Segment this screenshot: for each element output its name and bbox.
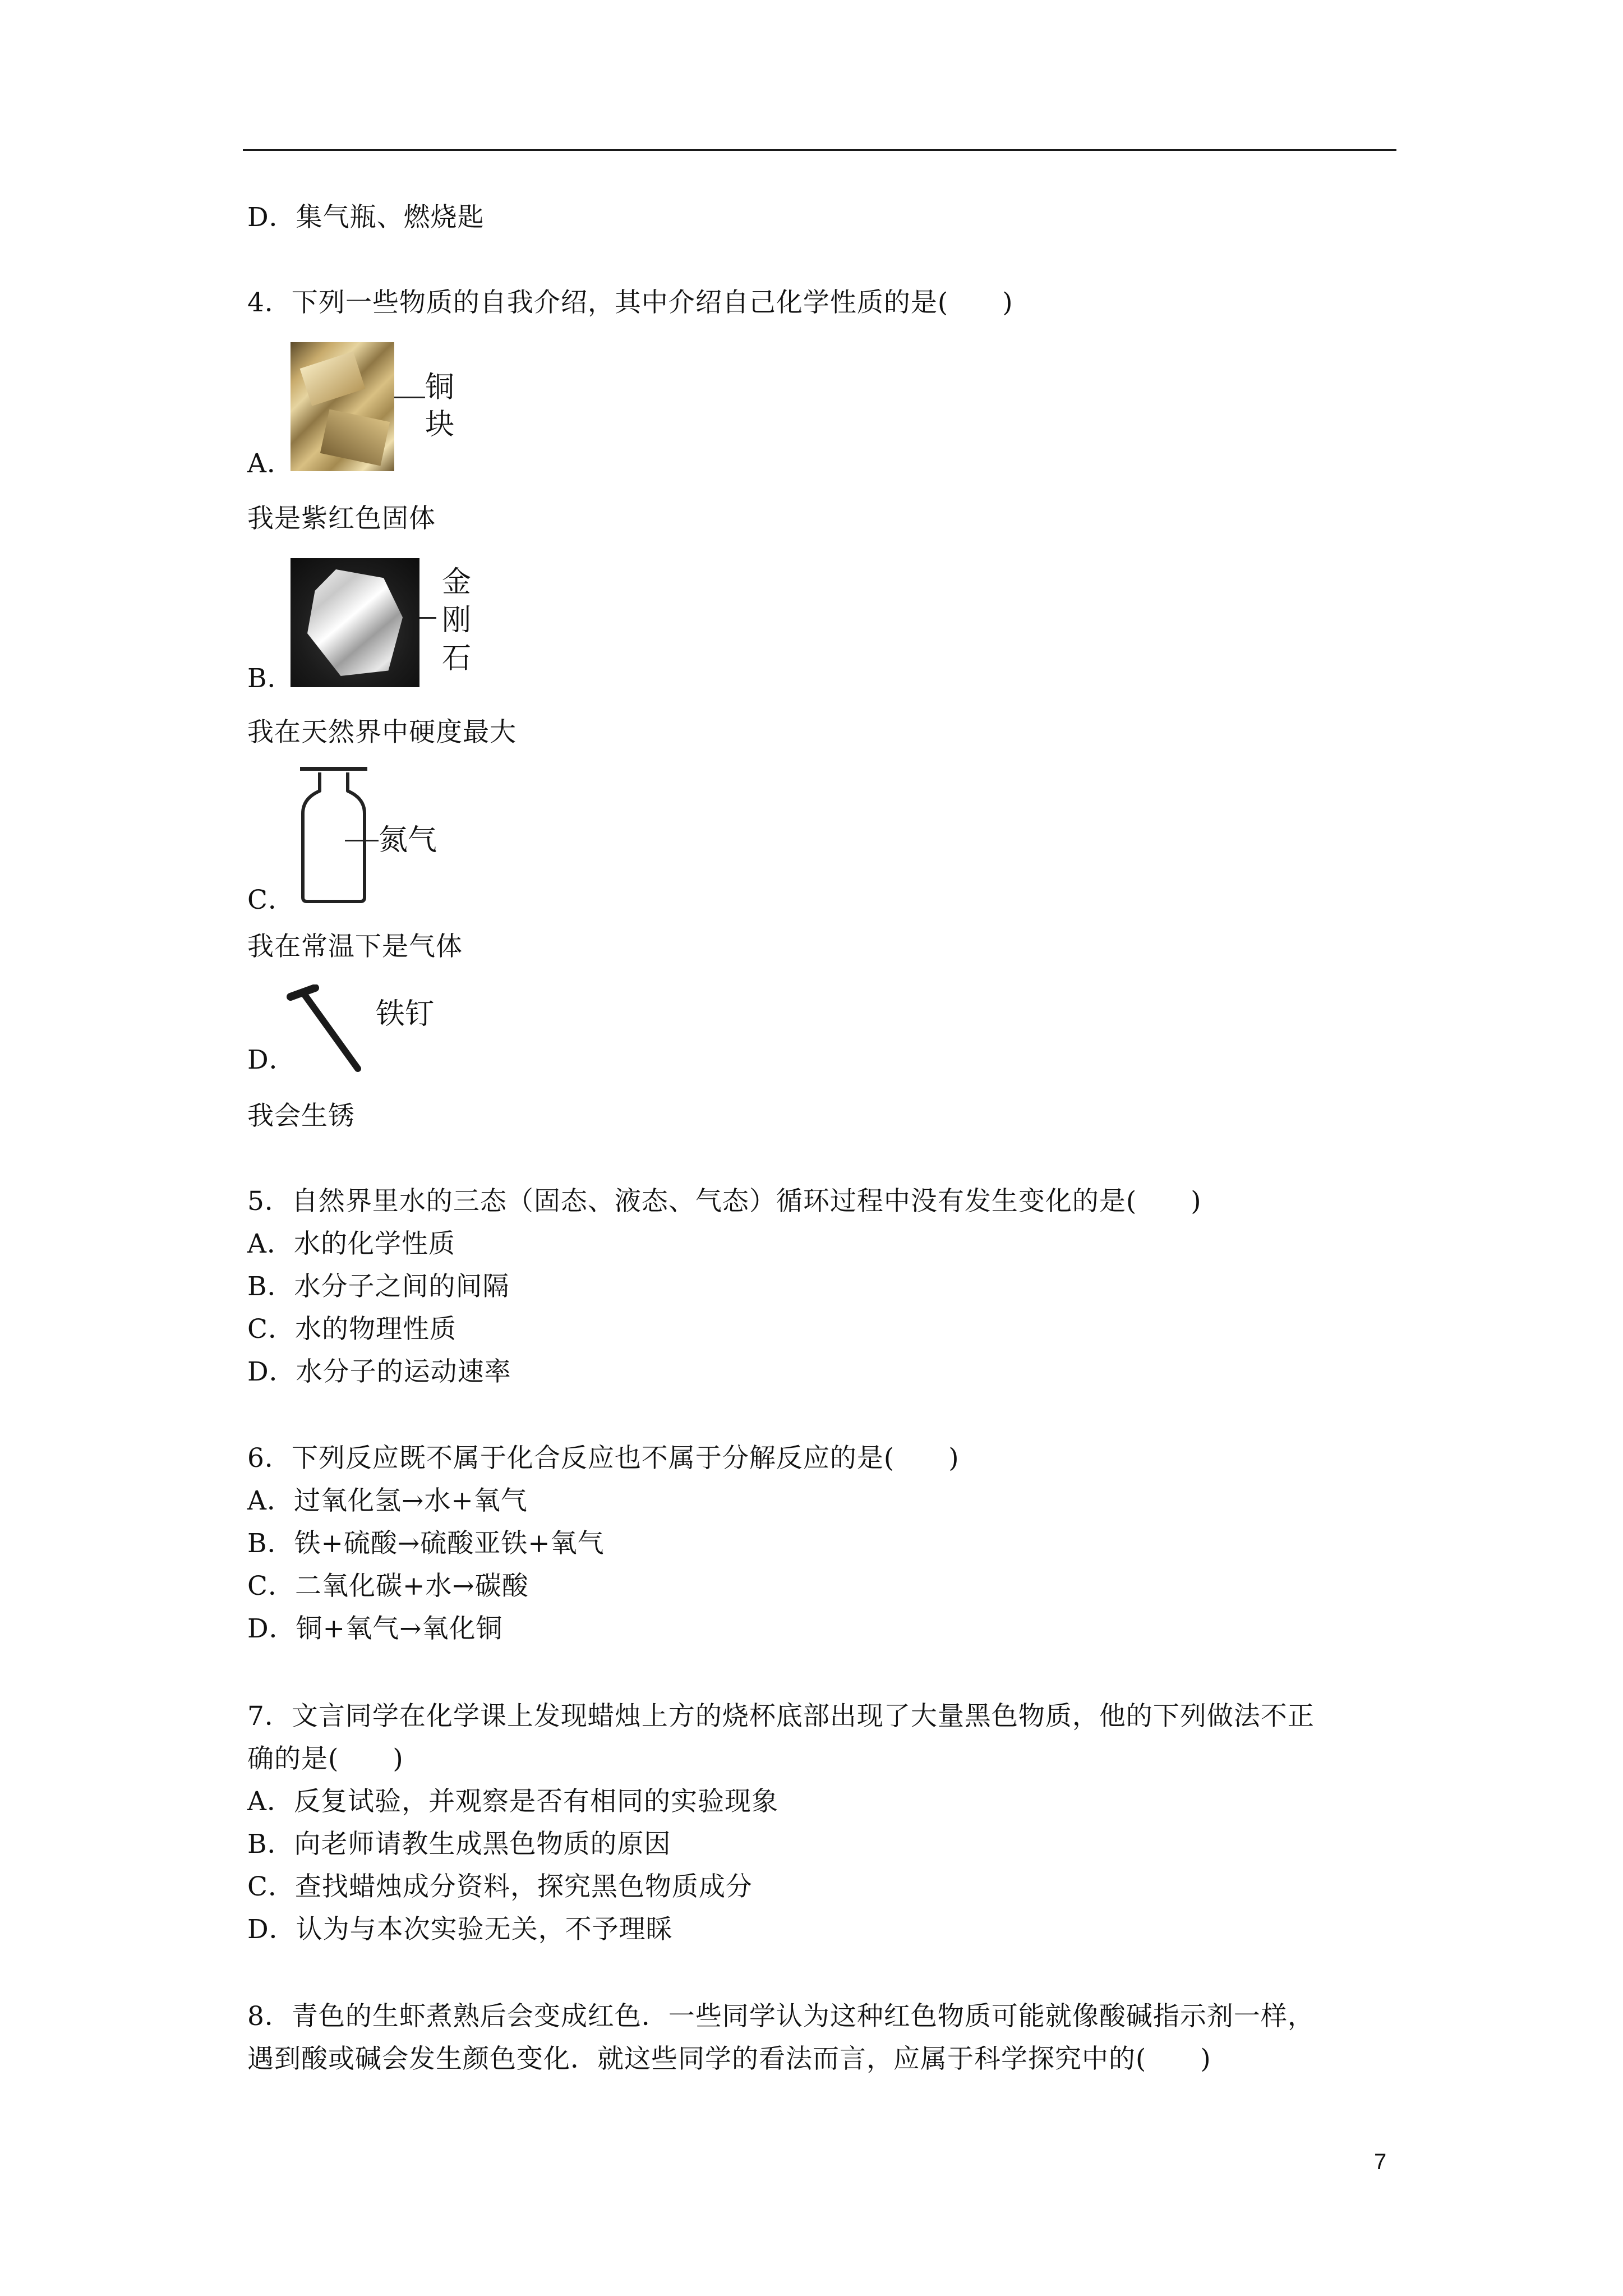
diamond-photo (291, 558, 419, 687)
copper-label-leader (394, 397, 425, 398)
q6-stem: 6．下列反应既不属于化合反应也不属于分解反应的是( ) (247, 1443, 960, 1474)
nitrogen-bottle-figure (294, 766, 463, 906)
copper-label-1: 铜 (425, 371, 455, 404)
q6-option-c: C．二氧化碳+水→碳酸 (247, 1571, 529, 1602)
q5-stem: 5．自然界里水的三态（固态、液态、气态）循环过程中没有发生变化的是( ) (247, 1186, 1202, 1217)
q7-option-b: B．向老师请教生成黑色物质的原因 (247, 1829, 671, 1860)
q4-option-c-text: 我在常温下是气体 (247, 931, 463, 962)
iron-nail-icon (286, 984, 370, 1080)
copper-block-photo (291, 342, 394, 471)
q7-option-c: C．查找蜡烛成分资料，探究黑色物质成分 (247, 1871, 753, 1902)
q6-option-b: B．铁+硫酸→硫酸亚铁+氧气 (247, 1528, 605, 1559)
q7-option-d: D．认为与本次实验无关，不予理睬 (247, 1914, 673, 1945)
q7-option-a: A．反复试验，并观察是否有相同的实验现象 (247, 1786, 778, 1817)
q4-option-a-letter: A． (247, 448, 294, 479)
q5-option-c: C．水的物理性质 (247, 1314, 457, 1345)
q4-option-b-letter: B． (247, 663, 294, 694)
gas-bottle-icon (294, 766, 379, 906)
nail-label: 铁钉 (376, 997, 435, 1031)
q4-option-d-text: 我会生锈 (247, 1101, 355, 1131)
q6-option-d: D．铜+氧气→氧化铜 (247, 1613, 503, 1644)
header-rule (243, 149, 1396, 151)
q5-option-b: B．水分子之间的间隔 (247, 1271, 510, 1302)
q7-stem-line-2: 确的是( ) (247, 1743, 404, 1774)
copper-block-figure (291, 342, 470, 474)
q4-option-a-text: 我是紫红色固体 (247, 503, 436, 534)
diamond-label-2: 刚 (442, 604, 472, 637)
nitrogen-label: 氮气 (379, 823, 437, 857)
q5-option-d: D．水分子的运动速率 (247, 1356, 511, 1387)
diamond-label-3: 石 (442, 642, 472, 675)
diamond-label-leader (419, 617, 436, 619)
diamond-figure (291, 558, 481, 693)
copper-label-2: 块 (425, 408, 455, 441)
q4-option-d-letter: D． (247, 1045, 296, 1075)
q4-option-b-text: 我在天然界中硬度最大 (247, 717, 517, 748)
page-number: 7 (1374, 2150, 1387, 2174)
nitrogen-label-leader (345, 840, 379, 841)
q6-option-a: A．过氧化氢→水+氧气 (247, 1485, 528, 1516)
diamond-label-1: 金 (442, 565, 472, 599)
q8-stem-line-2: 遇到酸或碱会发生颜色变化．就这些同学的看法而言，应属于科学探究中的( ) (247, 2044, 1211, 2074)
q7-stem-line-1: 7．文言同学在化学课上发现蜡烛上方的烧杯底部出现了大量黑色物质，他的下列做法不正 (247, 1701, 1315, 1732)
q4-option-c-letter: C． (247, 885, 295, 915)
q4-stem: 4．下列一些物质的自我介绍，其中介绍自己化学性质的是( ) (247, 287, 1013, 318)
q3-option-d: D．集气瓶、燃烧匙 (247, 202, 485, 233)
q8-stem-line-1: 8．青色的生虾煮熟后会变成红色．一些同学认为这种红色物质可能就像酸碱指示剂一样， (247, 2001, 1315, 2032)
iron-nail-figure (286, 984, 465, 1080)
q5-option-a: A．水的化学性质 (247, 1228, 455, 1259)
